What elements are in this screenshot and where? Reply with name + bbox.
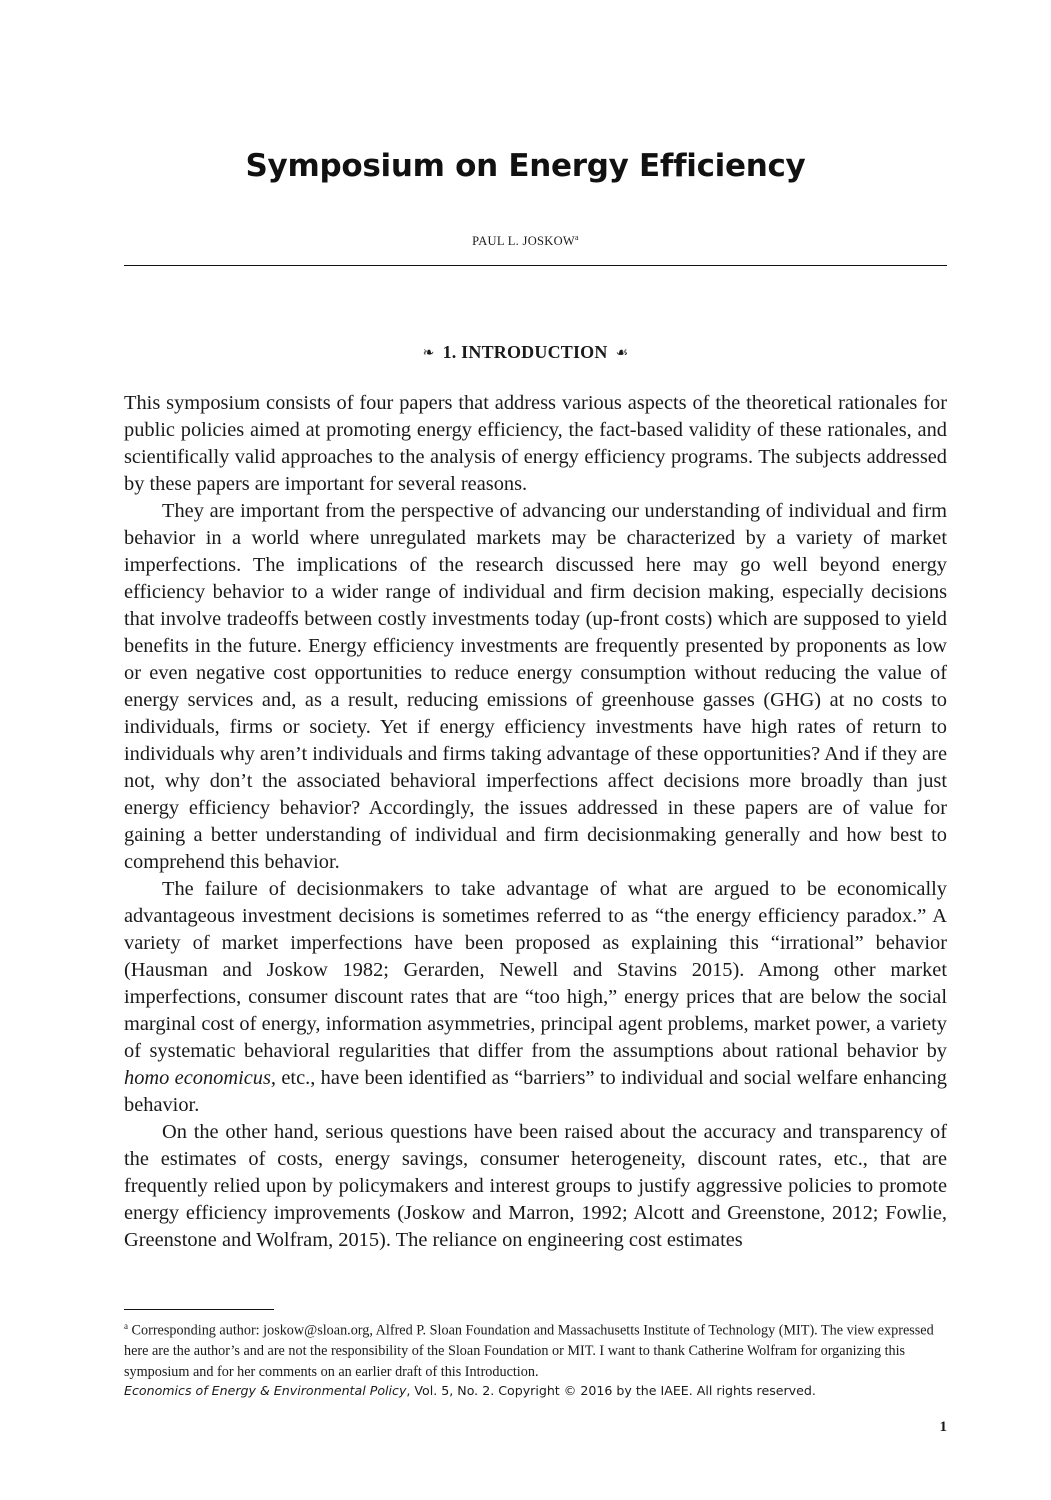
paper-title: Symposium on Energy Efficiency [245,148,806,184]
footnote-divider [124,1309,274,1310]
section-heading [0,342,1051,363]
paragraph-4: On the other hand, serious questions have been raised about the accuracy and transparency of the estimates of costs, energy savings, consumer heterogeneity, discount rates, etc., that are frequently relied upon by policymakers and interest groups to justify aggressive policies to promote energy efficiency improvements (Joskow and Marron, 1992; Alcott and Greenstone, 2012; Fowlie, Greenstone and Wolfram, 2015). The reliance on engineering cost estimates [124,1121,947,1251]
journal-details: , Vol. 5, No. 2. Copyright © 2016 by the IAEE. All rights reserved. [406,1383,816,1398]
author-name: PAUL L. JOSKOW [472,234,576,249]
paragraph-1: This symposium consists of four papers that address various aspects of the theoretical rationales for public policies aimed at promoting energy efficiency, the fact-based validity of these rationales, and scientifically valid approaches to the analysis of energy efficiency programs. The subjects addressed by these papers are important for several reasons. [124,392,947,495]
paragraph-3-italic: homo economicus, [124,1067,277,1089]
paragraph-3-text-b: etc., have been identified as “barriers” to individual and social welfare enhancing behavior. [124,1067,948,1116]
footnote-marker: a [124,1321,128,1331]
page-number: 1 [939,1419,947,1435]
journal-name: Economics of Energy & Environmental Policy [124,1383,407,1398]
footnote [124,1316,947,1382]
paragraph-3-text-a: The failure of decisionmakers to take advantage of what are argued to be economically advantageous investment decisions is sometimes referred to as “the energy efficiency paradox.” A variety of market imperfections have been proposed as explaining this “irrational” behavior (Hausman and Joskow 1982; Gerarden, Newell and Stavins 2015). Among other market imperfections, consumer discount rates that are “too high,” energy prices that are below the social marginal cost of energy, information asymmetries, principal agent problems, market power, a variety of systematic behavioral regularities that differ from the assumptions about rational behavior by [124,878,947,1062]
journal-citation [124,1383,947,1398]
ornament-left-icon: ❧ [422,346,435,361]
ornament-right-icon: ☙ [615,346,629,361]
section-label: 1. INTRODUCTION [442,342,608,362]
title-divider [124,265,947,266]
footnote-text: Corresponding author: joskow@sloan.org, Alfred P. Sloan Foundation and Massachusetts Institute of Technology (MIT). The view expressed here are the author’s and are not the responsibility of the Sloan Foundation or MIT. I want to thank Catherine Wolfram for organizing this symposium and for her comments on an earlier draft of this Introduction. [124,1322,934,1380]
author-line [0,233,1051,249]
author-footnote-marker: a [575,233,579,242]
paragraph-3 [124,876,947,1119]
body-text [124,390,947,1254]
paragraph-2: They are important from the perspective of advancing our understanding of individual and firm behavior in a world where unregulated markets may be characterized by a variety of market imperfections. The implications of the research discussed here may go well beyond energy efficiency behavior to a wider range of individual and firm decision making, especially decisions that involve tradeoffs between costly investments today (up-front costs) which are supposed to yield benefits in the future. Energy efficiency investments are frequently presented by proponents as low or even negative cost opportunities to reduce energy consumption without reducing the value of energy services and, as a result, reducing emissions of greenhouse gasses (GHG) at no costs to individuals, firms or society. Yet if energy efficiency investments have high rates of return to individuals why aren’t individuals and firms taking advantage of these opportunities? And if they are not, why don’t the associated behavioral imperfections affect decisions more broadly than just energy efficiency behavior? Accordingly, the issues addressed in these papers are of value for gaining a better understanding of individual and firm decisionmaking generally and how best to comprehend this behavior. [124,500,947,873]
